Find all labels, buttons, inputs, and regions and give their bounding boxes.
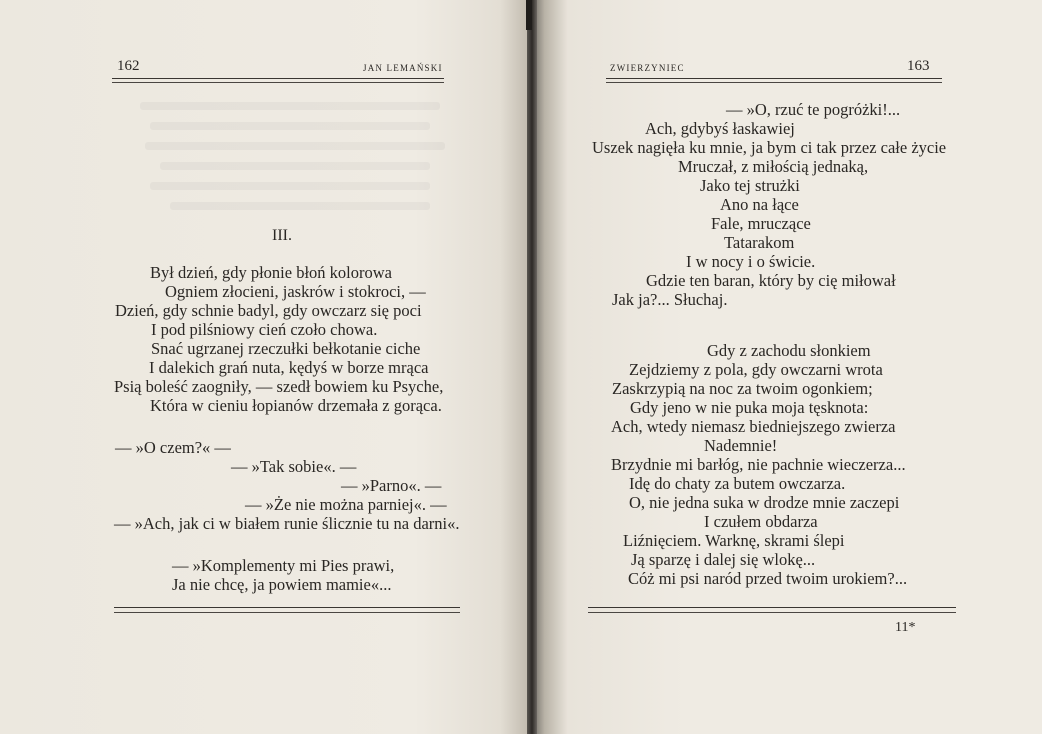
page-number: 163 [907, 58, 930, 74]
footer-rule-thin [114, 612, 460, 613]
verse-line: Nademnie! [704, 436, 778, 455]
verse-line: I w nocy i o świcie. [686, 252, 816, 271]
running-head: ZWIERZYNIEC [610, 63, 685, 73]
verse-line: — »O, rzuć te pogróżki!... [726, 100, 901, 119]
verse-line: Snać ugrzanej rzeczułki bełkotanie ciche [151, 339, 421, 358]
verse-line: Fale, mruczące [711, 214, 811, 233]
binding-shadow [526, 0, 532, 30]
verse-line: Idę do chaty za butem owczarza. [629, 474, 846, 493]
verse-line: Ją sparzę i dalej się wlokę... [631, 550, 816, 569]
footer-rule-thin [588, 612, 956, 613]
right-page [532, 0, 1042, 734]
show-through [160, 162, 430, 170]
verse-line: Ja nie chcę, ja powiem mamie«... [172, 575, 392, 594]
footer-rule [114, 607, 460, 608]
verse-line: Cóż mi psi naród przed twoim urokiem?... [628, 569, 908, 588]
show-through [145, 142, 445, 150]
verse-line: — »Tak sobie«. — [231, 457, 357, 476]
verse-line: O, nie jedna suka w drodze mnie zaczepi [629, 493, 900, 512]
verse-line: Która w cieniu łopianów drzemała z gorąca. [150, 396, 442, 415]
running-head: JAN LEMAŃSKI [363, 63, 443, 73]
show-through [140, 102, 440, 110]
verse-line: Ach, wtedy niemasz biedniejszego zwierza [611, 417, 896, 436]
verse-line: Gdzie ten baran, który by cię miłował [646, 271, 896, 290]
verse-line: Liźnięciem. Warknę, skrami ślepi [623, 531, 845, 550]
verse-line: I czułem obdarza [704, 512, 818, 531]
verse-line: Brzydnie mi barłóg, nie pachnie wieczerza... [611, 455, 906, 474]
verse-line: — »Parno«. — [341, 476, 442, 495]
header-rule-thin [112, 82, 444, 83]
verse-line: I dalekich grań nuta, kędyś w borze mrąca [149, 358, 429, 377]
signature-mark: 11* [895, 620, 916, 635]
show-through [150, 122, 430, 130]
verse-line: I pod pilśniowy cień czoło chowa. [151, 320, 378, 339]
verse-line: Tatarakom [724, 233, 795, 252]
verse-line: — »Komplementy mi Pies prawi, [172, 556, 395, 575]
section-number: III. [272, 227, 292, 244]
verse-line: Był dzień, gdy płonie błoń kolorowa [150, 263, 392, 282]
header-rule [112, 78, 444, 79]
footer-rule [588, 607, 956, 608]
verse-line: Gdy jeno w nie puka moja tęsknota: [630, 398, 869, 417]
header-rule [606, 78, 942, 79]
verse-line: Dzień, gdy schnie badyl, gdy owczarz się poci [115, 301, 422, 320]
verse-line: Jak ja?... Słuchaj. [612, 290, 728, 309]
verse-line: Zaskrzypią na noc za twoim ogonkiem; [612, 379, 873, 398]
header-rule-thin [606, 82, 942, 83]
verse-line: Mruczał, z miłością jednaką, [678, 157, 869, 176]
verse-line: Psią boleść zaogniły, — szedł bowiem ku Psyche, [114, 377, 444, 396]
verse-line: Ogniem złocieni, jaskrów i stokroci, — [165, 282, 426, 301]
verse-line: Ano na łące [720, 195, 799, 214]
show-through [150, 182, 430, 190]
verse-line: Ach, gdybyś łaskawiej [645, 119, 795, 138]
verse-line: Zejdziemy z pola, gdy owczarni wrota [629, 360, 883, 379]
verse-line: — »Ach, jak ci w białem runie ślicznie tu na darni«. [114, 514, 460, 533]
book-gutter [527, 0, 537, 734]
verse-line: — »Że nie można parniej«. — [245, 495, 447, 514]
verse-line: Gdy z zachodu słonkiem [707, 341, 871, 360]
verse-line: Jako tej strużki [700, 176, 800, 195]
verse-line: — »O czem?« — [115, 438, 231, 457]
show-through [170, 202, 430, 210]
page-number: 162 [117, 58, 140, 74]
verse-line: Uszek nagięła ku mnie, ja bym ci tak przez całe życie [592, 138, 947, 157]
